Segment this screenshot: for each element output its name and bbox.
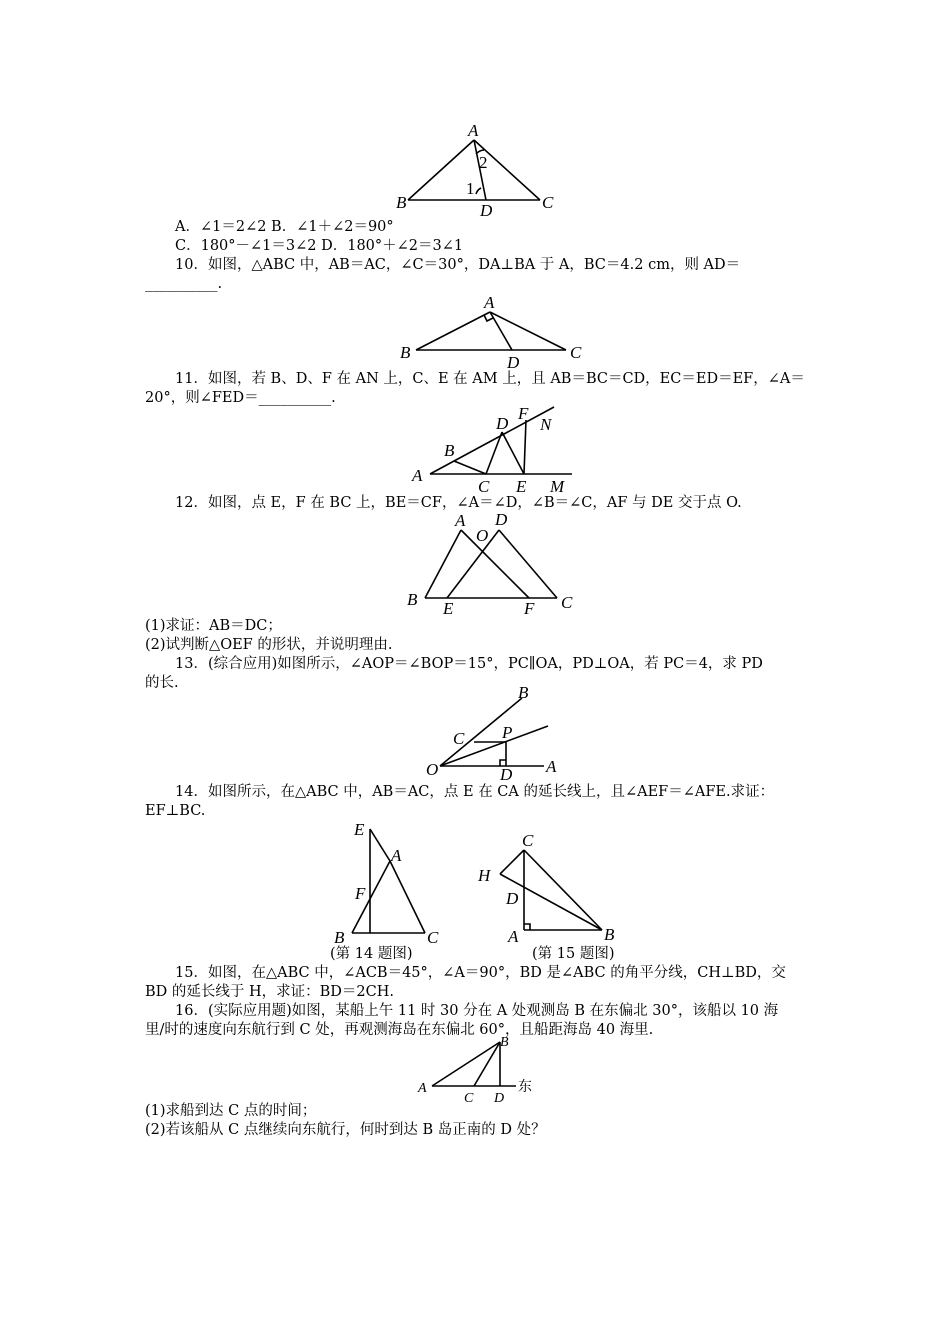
fig14-label-E: E [354,820,365,839]
fig16-label-D: D [494,1091,505,1106]
fig10-label-D: D [507,353,520,372]
fig9-label-1: 1 [466,179,475,198]
q12-part-2: (2)试判断△OEF 的形状，并说明理由. [145,637,393,653]
fig10-label-B: B [400,343,411,362]
figure-q9 [390,118,570,218]
fig13-label-C: C [453,729,465,748]
q16-text-2: 里/时的速度向东航行到 C 处，再观测海岛在东偏北 60°，且船距海岛 40 海里. [145,1022,654,1038]
fig10-label-A: A [484,293,495,312]
fig15-label-D: D [506,889,519,908]
fig11-label-C: C [478,477,490,496]
fig15-label-C: C [522,831,534,850]
fig15-label-H: H [478,866,491,885]
q11-text-2: 20°，则∠FED＝__________. [145,390,336,406]
q13-text-1: 13．(综合应用)如图所示，∠AOP＝∠BOP＝15°，PC∥OA，PD⊥OA，若 PC＝4，求 PD [175,656,763,672]
q11-text-1: 11．如图，若 B、D、F 在 AN 上，C、E 在 AM 上，且 AB＝BC＝CD，EC＝ED＝EF，∠A＝ [175,371,805,387]
fig12-label-F: F [524,599,535,618]
fig9-label-C: C [542,193,554,212]
fig9-label-B: B [396,193,407,212]
figure-q13 [424,683,574,786]
fig12-label-E: E [443,599,454,618]
fig13-label-B: B [518,683,529,702]
fig11-label-N: N [540,415,552,434]
q15-text-2: BD 的延长线于 H，求证：BD＝2CH. [145,984,394,1000]
q10-text-2: __________. [145,276,223,292]
q14-text-1: 14．如图所示，在△ABC 中，AB＝AC，点 E 在 CA 的延长线上，且∠AEF＝∠AFE.求证： [175,784,775,800]
fig12-label-C: C [561,593,573,612]
q16-part-2: (2)若该船从 C 点继续向东航行，何时到达 B 岛正南的 D 处？ [145,1122,546,1138]
fig9-label-2: 2 [479,153,488,172]
fig14-label-A: A [391,846,402,865]
q16-text-1: 16．(实际应用题)如图，某船上午 11 时 30 分在 A 处观测岛 B 在东偏北 30°，该船以 10 海 [175,1003,779,1019]
figure-q16 [414,1034,544,1106]
figure-q15 [474,826,634,946]
fig10-label-C: C [570,343,582,362]
fig11-label-B: B [444,441,455,460]
fig11-label-D: D [496,414,509,433]
fig9-label-A: A [468,121,479,140]
fig12-label-D: D [495,510,508,529]
fig14-caption: (第 14 题图) [330,946,413,962]
fig12-label-B: B [407,590,418,609]
fig11-label-F: F [518,404,529,423]
q12-part-1: (1)求证：AB＝DC； [145,618,282,634]
fig16-label-B: B [500,1035,509,1050]
q15-text-1: 15．如图，在△ABC 中，∠ACB＝45°，∠A＝90°，BD 是∠ABC 的角平分线，CH⊥BD，交 [175,965,786,981]
fig14-label-F: F [355,884,366,903]
q16-part-1: (1)求船到达 C 点的时间； [145,1103,317,1119]
figure-q11 [410,404,580,496]
q12-text-1: 12．如图，点 E，F 在 BC 上，BE＝CF，∠A＝∠D，∠B＝∠C，AF 与 DE 交于点 O. [175,495,742,511]
fig14-label-C: C [427,928,439,947]
fig12-label-A: A [455,511,466,530]
fig12-label-O: O [476,526,489,545]
fig9-label-D: D [480,201,493,220]
fig16-label-east: 东 [518,1079,532,1095]
fig13-label-P: P [502,723,513,742]
fig16-label-C: C [464,1091,474,1106]
fig15-caption: (第 15 题图) [532,946,615,962]
fig11-label-E: E [516,477,527,496]
figure-q10 [398,290,598,370]
q10-text-1: 10．如图，△ABC 中，AB＝AC，∠C＝30°，DA⊥BA 于 A，BC＝4.2 cm，则 AD＝ [175,257,741,273]
figure-q12 [405,508,585,618]
q13-text-2: 的长. [145,675,179,691]
fig13-label-D: D [500,765,513,784]
fig13-label-A: A [546,757,557,776]
fig15-label-A: A [508,927,519,946]
fig15-label-B: B [604,925,615,944]
q9-options-ab: A．∠1＝2∠2 B．∠1＋∠2＝90° [175,219,394,235]
q9-options-cd: C．180°－∠1＝3∠2 D．180°＋∠2＝3∠1 [175,238,464,254]
fig13-label-O: O [426,760,439,779]
fig14-label-B: B [334,928,345,947]
fig11-label-M: M [550,477,565,496]
q14-text-2: EF⊥BC. [145,803,206,819]
fig16-label-A: A [418,1081,427,1096]
figure-q14 [330,815,450,945]
fig11-label-A: A [412,466,423,485]
